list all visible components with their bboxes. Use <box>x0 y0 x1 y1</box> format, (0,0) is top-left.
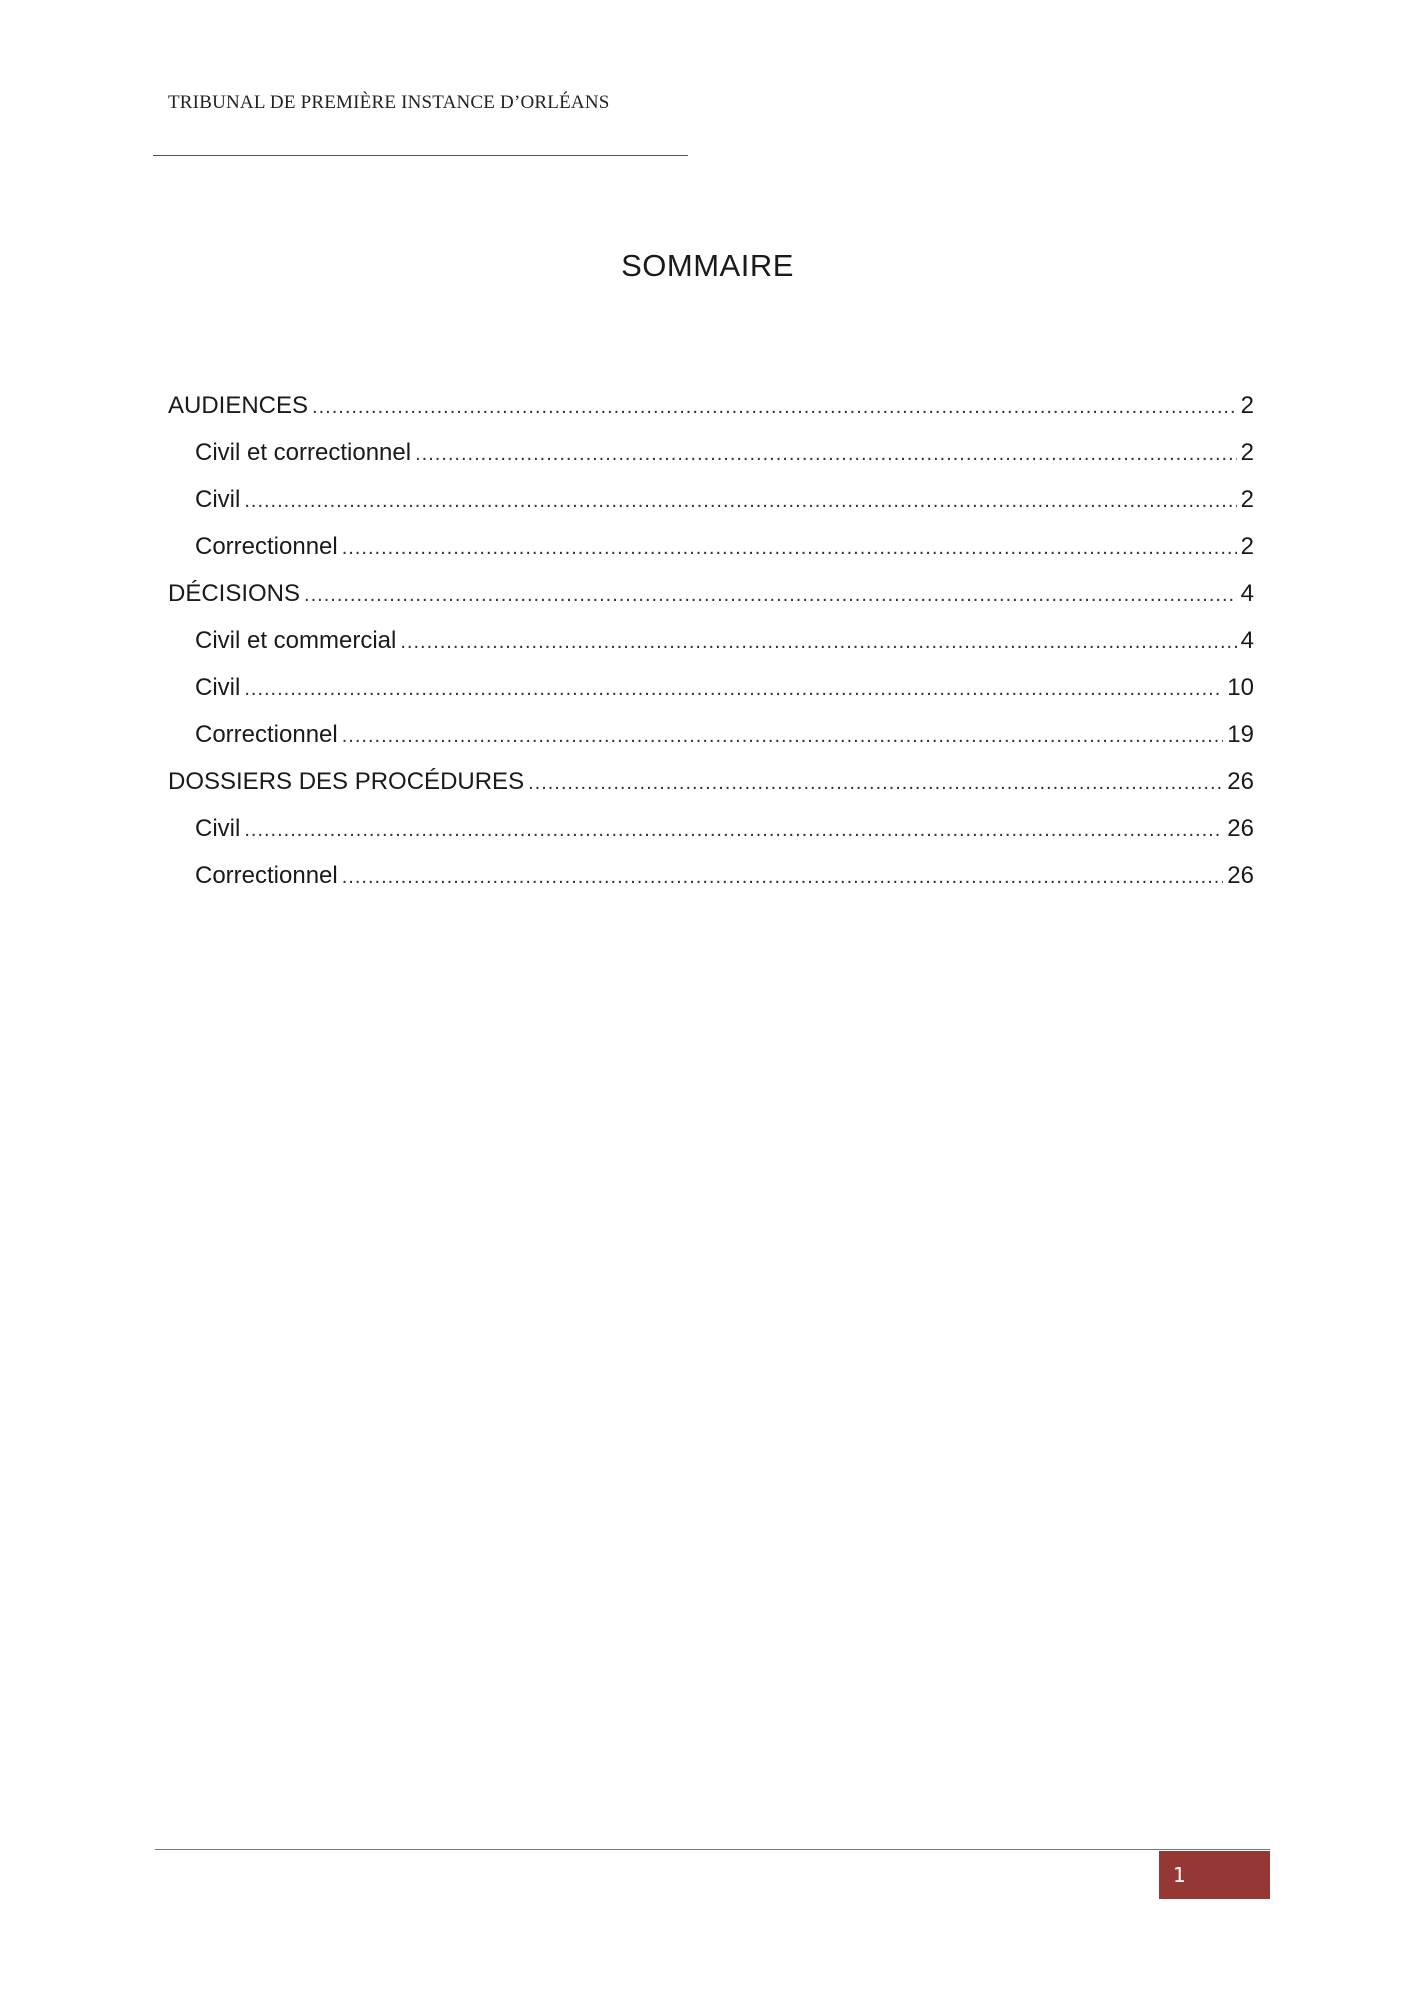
toc-entry-dossiers-civil[interactable] <box>168 815 1254 862</box>
toc-entry-label: Correctionnel <box>195 862 338 889</box>
toc-entry-page: 2 <box>1240 439 1254 466</box>
page-title: SOMMAIRE <box>621 248 794 283</box>
dot-leader <box>312 396 1237 419</box>
toc-entry-label: Civil et correctionnel <box>195 439 412 466</box>
dot-leader <box>244 490 1236 513</box>
toc-entry-page: 4 <box>1240 580 1254 607</box>
toc-entry-label: Civil et commercial <box>195 627 397 654</box>
dot-leader <box>342 866 1224 889</box>
header-divider <box>153 155 688 156</box>
dot-leader <box>304 584 1237 607</box>
toc-entry-audiences-civil[interactable] <box>168 486 1254 533</box>
toc-entry-dossiers-correctionnel[interactable] <box>168 862 1254 909</box>
toc-entry-page: 19 <box>1227 721 1254 748</box>
dot-leader <box>342 725 1224 748</box>
dot-leader <box>342 537 1237 560</box>
footer-divider <box>155 1849 1270 1850</box>
table-of-contents <box>168 392 1254 909</box>
dot-leader <box>415 443 1237 466</box>
toc-entry-dossiers-des-procedures[interactable] <box>168 768 1254 815</box>
toc-entry-page: 4 <box>1240 627 1254 654</box>
toc-entry-label: AUDIENCES <box>168 392 309 419</box>
toc-entry-label: DOSSIERS DES PROCÉDURES <box>168 768 525 795</box>
toc-entry-label: DÉCISIONS <box>168 580 301 607</box>
dot-leader <box>528 772 1223 795</box>
dot-leader <box>244 678 1223 701</box>
toc-entry-audiences[interactable] <box>168 392 1254 439</box>
toc-entry-label: Civil <box>195 486 241 513</box>
toc-entry-page: 26 <box>1227 862 1254 889</box>
page-number-badge <box>1159 1851 1270 1899</box>
toc-entry-page: 2 <box>1240 533 1254 560</box>
toc-entry-decisions-civil[interactable] <box>168 674 1254 721</box>
toc-entry-page: 2 <box>1240 486 1254 513</box>
toc-entry-page: 10 <box>1227 674 1254 701</box>
toc-entry-page: 2 <box>1240 392 1254 419</box>
toc-entry-label: Correctionnel <box>195 533 338 560</box>
page-number: 1 <box>1173 1863 1186 1887</box>
dot-leader <box>244 819 1223 842</box>
toc-entry-audiences-correctionnel[interactable] <box>168 533 1254 580</box>
toc-entry-label: Civil <box>195 815 241 842</box>
running-header: TRIBUNAL DE PREMIÈRE INSTANCE D’ORLÉANS <box>168 92 610 113</box>
dot-leader <box>400 631 1236 654</box>
toc-entry-decisions-civil-et-commercial[interactable] <box>168 627 1254 674</box>
toc-entry-decisions-correctionnel[interactable] <box>168 721 1254 768</box>
toc-entry-label: Civil <box>195 674 241 701</box>
toc-entry-page: 26 <box>1227 768 1254 795</box>
toc-entry-decisions[interactable] <box>168 580 1254 627</box>
toc-entry-page: 26 <box>1227 815 1254 842</box>
toc-entry-audiences-civil-et-correctionnel[interactable] <box>168 439 1254 486</box>
toc-entry-label: Correctionnel <box>195 721 338 748</box>
